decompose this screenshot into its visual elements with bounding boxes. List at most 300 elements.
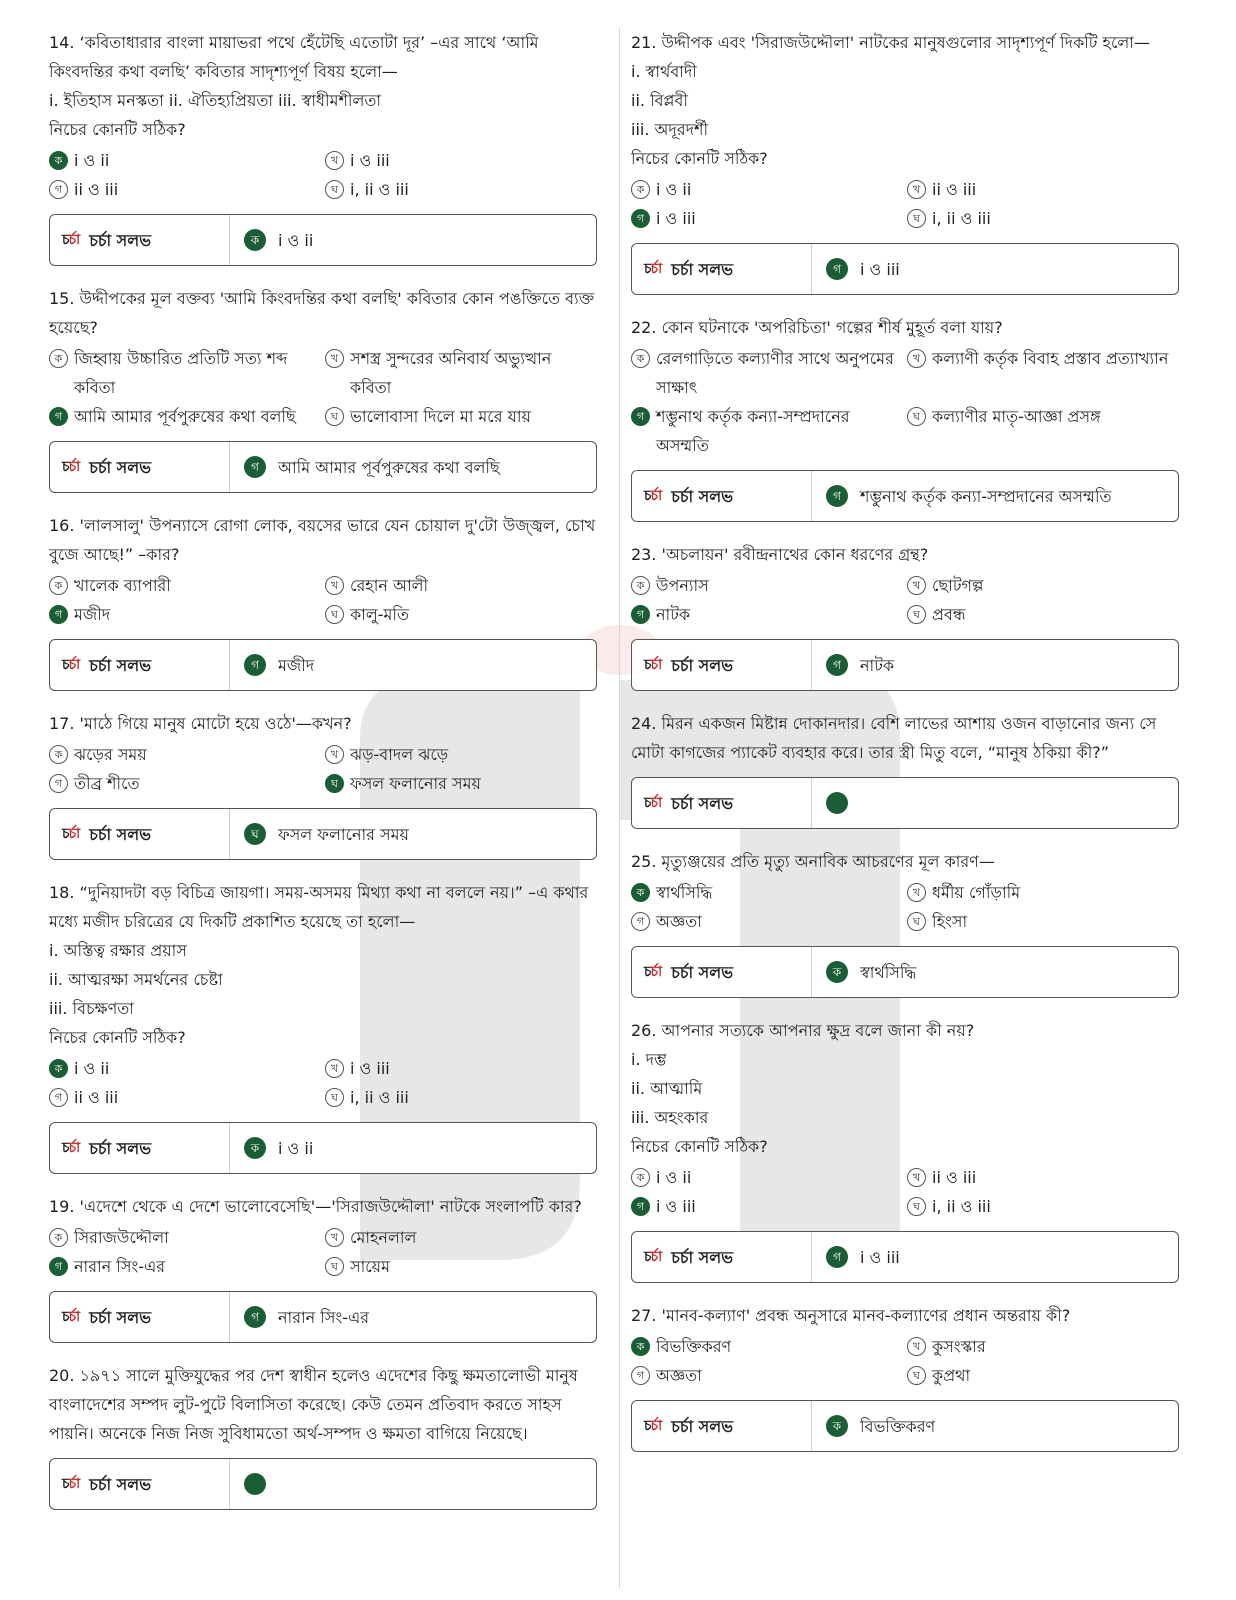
- option-item[interactable]: [631, 402, 907, 460]
- answer-value: [812, 482, 1112, 511]
- brand-logo-part: চ: [644, 260, 651, 277]
- option-item[interactable]: [907, 878, 1179, 907]
- statement-item: iii. অহংকার: [631, 1108, 709, 1127]
- answer-brand: [50, 1459, 230, 1509]
- answer-brand: [50, 1123, 230, 1173]
- question-text: [49, 284, 597, 342]
- question-prompt: নিচের কোনটি সঠিক?: [631, 1137, 768, 1156]
- option-text: ii ও iii: [74, 180, 119, 199]
- statement-item: ii. আত্মামি: [631, 1079, 703, 1098]
- brand-logo-part: চ: [62, 1308, 69, 1325]
- option-item[interactable]: [325, 146, 597, 175]
- option-text: কুপ্রথা: [932, 1366, 971, 1385]
- brand-logo-icon: [644, 1243, 661, 1272]
- answer-label: চর্চা সলভ: [671, 486, 734, 506]
- answer-label: চর্চা সলভ: [89, 230, 152, 250]
- question-block: [49, 1192, 597, 1343]
- option-marker-icon: খ: [325, 349, 344, 368]
- answer-brand: [632, 471, 812, 521]
- question-block: [49, 878, 597, 1174]
- answer-value: [812, 255, 900, 284]
- right-column: [631, 28, 1179, 1470]
- question-block: [631, 28, 1179, 295]
- option-item[interactable]: [49, 1054, 325, 1083]
- option-text: ভালোবাসা দিলে মা মরে যায়: [350, 407, 531, 426]
- option-text: ii ও iii: [74, 1088, 119, 1107]
- brand-logo-part: চ: [644, 1248, 651, 1265]
- question-text: [49, 511, 597, 569]
- question-body: আপনার সত্যকে আপনার ক্ষুদ্র বলে জানা কী নয়?: [661, 1021, 975, 1040]
- answer-value: [230, 1473, 278, 1495]
- answer-value: [230, 820, 409, 849]
- option-item[interactable]: [49, 1252, 325, 1281]
- answer-text: i ও ii: [278, 1138, 314, 1158]
- option-marker-icon: খ: [907, 349, 926, 368]
- answer-brand: [50, 442, 230, 492]
- answer-box: [631, 470, 1179, 522]
- option-marker-icon: গ: [49, 1088, 68, 1107]
- option-text: i ও iii: [350, 151, 390, 170]
- answer-marker-icon: গ: [244, 456, 266, 478]
- option-text: বিভক্তিকরণ: [656, 1337, 732, 1356]
- option-item[interactable]: [325, 600, 597, 629]
- option-marker-icon: ক: [49, 349, 68, 368]
- brand-logo-part: র্চা: [68, 231, 80, 248]
- option-marker-icon: ঘ: [907, 1197, 926, 1216]
- brand-logo-icon: [644, 255, 661, 284]
- option-item[interactable]: [907, 571, 1179, 600]
- answer-marker-icon: ক: [826, 961, 848, 983]
- answer-brand: [632, 640, 812, 690]
- option-list: [631, 175, 1179, 233]
- brand-logo-icon: [62, 1303, 79, 1332]
- brand-logo-icon: [62, 651, 79, 680]
- answer-text: বিভক্তিকরণ: [860, 1416, 936, 1436]
- option-marker-icon: গ: [49, 774, 68, 793]
- question-block: [49, 709, 597, 860]
- option-item[interactable]: [49, 600, 325, 629]
- answer-marker-icon: ক: [826, 1415, 848, 1437]
- answer-text: নারান সিং-এর: [278, 1307, 370, 1327]
- question-prompt: নিচের কোনটি সঠিক?: [49, 120, 186, 139]
- option-item[interactable]: [49, 146, 325, 175]
- answer-box: [631, 777, 1179, 829]
- answer-label: চর্চা সলভ: [89, 457, 152, 477]
- answer-brand: [50, 215, 230, 265]
- answer-marker-icon: গ: [826, 1246, 848, 1268]
- option-item[interactable]: [631, 600, 907, 629]
- option-text: ধর্মীয় গোঁড়ামি: [932, 883, 1021, 902]
- option-marker-icon: খ: [325, 1059, 344, 1078]
- statement-item: ii. বিপ্লবী: [631, 91, 688, 110]
- question-number: 14.: [49, 33, 75, 52]
- option-text: i ও iii: [656, 209, 696, 228]
- option-marker-icon: ঘ: [325, 1257, 344, 1276]
- option-text: i ও iii: [656, 1197, 696, 1216]
- answer-box: [49, 441, 597, 493]
- option-text: কল্যাণী কর্তৃক বিবাহ প্রস্তাব প্রত্যাখ্যান: [932, 349, 1169, 368]
- answer-marker-icon: ঘ: [244, 823, 266, 845]
- option-list: [631, 344, 1179, 460]
- question-text: [631, 847, 1179, 876]
- question-number: 21.: [631, 33, 657, 52]
- statement-item: i. স্বার্থবাদী: [631, 62, 697, 81]
- option-marker-icon: গ: [631, 407, 650, 426]
- option-item[interactable]: [631, 571, 907, 600]
- answer-box: [631, 639, 1179, 691]
- answer-label: চর্চা সলভ: [671, 1247, 734, 1267]
- answer-text: নাটক: [860, 655, 895, 675]
- question-block: [49, 28, 597, 266]
- answer-box: [631, 1231, 1179, 1283]
- option-item[interactable]: [907, 1332, 1179, 1361]
- answer-value: [230, 1134, 313, 1163]
- brand-logo-part: র্চা: [68, 825, 80, 842]
- brand-logo-part: র্চা: [650, 260, 662, 277]
- answer-marker-icon: গ: [826, 258, 848, 280]
- answer-value: [230, 651, 314, 680]
- option-item[interactable]: [325, 344, 597, 402]
- brand-logo-icon: [644, 1412, 661, 1441]
- option-list: [49, 1054, 597, 1112]
- option-list: [49, 740, 597, 798]
- brand-logo-part: চ: [62, 825, 69, 842]
- brand-logo-icon: [644, 651, 661, 680]
- option-text: ii ও iii: [932, 180, 977, 199]
- option-item[interactable]: [325, 1223, 597, 1252]
- option-item[interactable]: [49, 1223, 325, 1252]
- option-text: স্বার্থসিদ্ধি: [656, 883, 713, 902]
- option-marker-icon: ঘ: [325, 605, 344, 624]
- option-item[interactable]: [907, 204, 1179, 233]
- option-marker-icon: খ: [907, 883, 926, 902]
- question-text: [631, 313, 1179, 342]
- answer-value: [812, 792, 860, 814]
- brand-logo-part: র্চা: [650, 1417, 662, 1434]
- brand-logo-part: র্চা: [650, 963, 662, 980]
- question-body: 'অচলায়ন' রবীন্দ্রনাথের কোন ধরণের গ্রন্থ?: [661, 545, 929, 564]
- option-text: আমি আমার পূর্বপুরুষের কথা বলছি: [74, 407, 296, 426]
- question-text: [49, 878, 597, 936]
- option-item[interactable]: [631, 344, 907, 402]
- answer-value: [812, 651, 894, 680]
- answer-text: আমি আমার পূর্বপুরুষের কথা বলছি: [278, 457, 500, 477]
- option-marker-icon: খ: [907, 180, 926, 199]
- column-divider: [619, 28, 620, 1588]
- answer-marker-icon: গ: [244, 1306, 266, 1328]
- answer-label: চর্চা সলভ: [671, 1416, 734, 1436]
- option-item[interactable]: [631, 907, 907, 936]
- question-body: “দুনিয়াদটা বড় বিচিত্র জায়গা। সময়-অসময় মিথ্যা কথা না বললে নয়।” –এ কথার মধ্যে মজীদ চরিত্রের যে দিকটি প্রকাশিত হয়েছে তা হলো—: [49, 883, 589, 931]
- option-marker-icon: গ: [631, 1197, 650, 1216]
- option-item[interactable]: [325, 1252, 597, 1281]
- question-number: 23.: [631, 545, 657, 564]
- answer-value: [812, 1243, 900, 1272]
- question-block: [631, 1301, 1179, 1452]
- brand-logo-part: চ: [62, 458, 69, 475]
- answer-text: শম্ভুনাথ কর্তৃক কন্যা-সম্প্রদানের অসম্মতি: [860, 486, 1112, 506]
- option-item[interactable]: [631, 204, 907, 233]
- brand-logo-icon: [644, 482, 661, 511]
- option-item[interactable]: [907, 344, 1179, 402]
- option-text: সশস্ত্র সুন্দরের অনিবার্য অভ্যুত্থান কবিতা: [350, 349, 552, 397]
- brand-logo-icon: [644, 958, 661, 987]
- option-text: রেহান আলী: [350, 576, 429, 595]
- option-marker-icon: খ: [907, 576, 926, 595]
- option-text: i, ii ও iii: [932, 209, 991, 228]
- option-item[interactable]: [631, 1332, 907, 1361]
- option-marker-icon: গ: [49, 1257, 68, 1276]
- option-item[interactable]: [631, 878, 907, 907]
- option-marker-icon: ক: [49, 1059, 68, 1078]
- brand-logo-part: র্চা: [68, 458, 80, 475]
- answer-value: [812, 1412, 935, 1441]
- option-text: মজীদ: [74, 605, 111, 624]
- answer-marker-icon: ক: [244, 1137, 266, 1159]
- option-item[interactable]: [907, 175, 1179, 204]
- option-marker-icon: গ: [49, 407, 68, 426]
- option-text: তীব্র শীতে: [74, 774, 140, 793]
- question-block: [631, 847, 1179, 998]
- option-item[interactable]: [325, 1054, 597, 1083]
- question-block: [631, 1016, 1179, 1283]
- answer-brand: [632, 244, 812, 294]
- option-text: i ও ii: [656, 180, 692, 199]
- option-marker-icon: গ: [631, 912, 650, 931]
- option-item[interactable]: [49, 344, 325, 402]
- answer-marker-icon: গ: [826, 485, 848, 507]
- answer-brand: [50, 640, 230, 690]
- answer-box: [631, 946, 1179, 998]
- option-marker-icon: ঘ: [325, 180, 344, 199]
- option-text: রেলগাড়িতে কল্যাণীর সাথে অনুপমের সাক্ষাৎ: [656, 349, 894, 397]
- question-number: 15.: [49, 289, 75, 308]
- question-block: [49, 511, 597, 691]
- question-text: [631, 540, 1179, 569]
- answer-box: [49, 639, 597, 691]
- option-item[interactable]: [907, 1361, 1179, 1390]
- option-text: কল্যাণীর মাতৃ-আজ্ঞা প্রসঙ্গ: [932, 407, 1101, 426]
- option-item[interactable]: [631, 1361, 907, 1390]
- brand-logo-part: চ: [62, 1139, 69, 1156]
- question-number: 17.: [49, 714, 75, 733]
- brand-logo-part: চ: [62, 656, 69, 673]
- option-marker-icon: খ: [325, 1228, 344, 1247]
- answer-label: চর্চা সলভ: [89, 1138, 152, 1158]
- option-marker-icon: খ: [907, 1337, 926, 1356]
- option-item[interactable]: [49, 402, 325, 431]
- question-number: 26.: [631, 1021, 657, 1040]
- question-number: 16.: [49, 516, 75, 535]
- option-item[interactable]: [325, 571, 597, 600]
- option-text: i, ii ও iii: [350, 180, 409, 199]
- option-item[interactable]: [325, 1083, 597, 1112]
- option-list: [631, 1163, 1179, 1221]
- question-block: [631, 540, 1179, 691]
- option-marker-icon: ক: [49, 576, 68, 595]
- statement-item: iii. অদূরদর্শী: [631, 120, 709, 139]
- answer-brand: [632, 1401, 812, 1451]
- answer-marker-icon: গ: [826, 654, 848, 676]
- answer-label: চর্চা সলভ: [89, 655, 152, 675]
- option-marker-icon: ঘ: [907, 209, 926, 228]
- option-text: ছোটগল্প: [932, 576, 984, 595]
- option-marker-icon: গ: [631, 605, 650, 624]
- option-marker-icon: ক: [631, 576, 650, 595]
- answer-label: চর্চা সলভ: [671, 793, 734, 813]
- question-body: 'মানব-কল্যাণ' প্রবন্ধ অনুসারে মানব-কল্যাণের প্রধান অন্তরায় কী?: [661, 1306, 1071, 1325]
- answer-marker-icon: গ: [244, 654, 266, 676]
- option-item[interactable]: [631, 1163, 907, 1192]
- question-number: 18.: [49, 883, 75, 902]
- option-item[interactable]: [325, 769, 597, 798]
- option-marker-icon: গ: [631, 1366, 650, 1385]
- option-text: i ও ii: [656, 1168, 692, 1187]
- answer-box: [49, 1122, 597, 1174]
- option-list: [631, 571, 1179, 629]
- answer-brand: [50, 809, 230, 859]
- option-marker-icon: ক: [49, 151, 68, 170]
- statement-item: iii. বিচক্ষণতা: [49, 999, 134, 1018]
- answer-marker-icon: ক: [244, 229, 266, 251]
- option-text: মোহনলাল: [350, 1228, 417, 1247]
- answer-box: [49, 214, 597, 266]
- option-marker-icon: ঘ: [325, 1088, 344, 1107]
- option-item[interactable]: [907, 402, 1179, 460]
- answer-label: চর্চা সলভ: [89, 824, 152, 844]
- option-text: নারান সিং-এর: [74, 1257, 166, 1276]
- question-body: 'মাঠে গিয়ে মানুষ মোটো হয়ে ওঠে'—কখন?: [79, 714, 352, 733]
- option-item[interactable]: [907, 1163, 1179, 1192]
- answer-box: [49, 1291, 597, 1343]
- brand-logo-part: র্চা: [650, 656, 662, 673]
- answer-box: [631, 1400, 1179, 1452]
- option-text: নাটক: [656, 605, 691, 624]
- question-body: 'এদেশে থেকে এ দেশে ভালোবেসেছি'—'সিরাজউদ্দৌলা' নাটকে সংলাপটি কার?: [79, 1197, 582, 1216]
- option-list: [49, 146, 597, 204]
- question-block: [49, 1361, 597, 1510]
- brand-logo-icon: [62, 820, 79, 849]
- option-item[interactable]: [49, 571, 325, 600]
- option-item[interactable]: [631, 1192, 907, 1221]
- brand-logo-part: র্চা: [68, 1139, 80, 1156]
- answer-value: [230, 453, 500, 482]
- option-text: উপন্যাস: [656, 576, 709, 595]
- option-text: i, ii ও iii: [932, 1197, 991, 1216]
- option-text: শম্ভুনাথ কর্তৃক কন্যা-সম্প্রদানের অসম্মতি: [656, 407, 850, 455]
- option-text: ফসল ফলানোর সময়: [350, 774, 481, 793]
- option-item[interactable]: [49, 1083, 325, 1112]
- answer-label: চর্চা সলভ: [671, 962, 734, 982]
- statement-item: ii. আত্মরক্ষা সমর্থনের চেষ্টা: [49, 970, 223, 989]
- answer-label: চর্চা সলভ: [671, 655, 734, 675]
- question-text: [49, 1192, 597, 1221]
- brand-logo-part: চ: [644, 963, 651, 980]
- answer-text: i ও iii: [860, 1247, 900, 1267]
- option-marker-icon: খ: [907, 1168, 926, 1187]
- option-marker-icon: ঘ: [325, 774, 344, 793]
- question-body: মিরন একজন মিষ্টান্ন দোকানদার। বেশি লাভের আশায় ওজন বাড়ানোর জন্য সে মোটা কাগজের প্যাকেট ব্যবহার করে। তার স্ত্রী মিতু বলে, “মানুষ ঠকিয়া কী?”: [631, 714, 1157, 762]
- answer-brand: [632, 778, 812, 828]
- question-body: উদ্দীপক এবং 'সিরাজউদ্দৌলা' নাটকের মানুষগুলোর সাদৃশ্যপূর্ণ দিকটি হলো—: [661, 33, 1150, 52]
- question-body: উদ্দীপকের মূল বক্তব্য 'আমি কিংবদন্তির কথা বলছি' কবিতার কোন পঙক্তিতে ব্যক্ত হয়েছে?: [49, 289, 595, 337]
- question-body: মৃত্যুঞ্জয়ের প্রতি মৃত্যু অনাবিক আচরণের মূল কারণ—: [661, 852, 995, 871]
- option-item[interactable]: [631, 175, 907, 204]
- option-marker-icon: ক: [631, 1337, 650, 1356]
- option-marker-icon: ক: [631, 349, 650, 368]
- question-text: [631, 1301, 1179, 1330]
- option-marker-icon: খ: [325, 576, 344, 595]
- option-list: [49, 344, 597, 431]
- option-marker-icon: ঘ: [907, 605, 926, 624]
- option-marker-icon: ঘ: [325, 407, 344, 426]
- option-marker-icon: ক: [631, 1168, 650, 1187]
- answer-box: [631, 243, 1179, 295]
- option-list: [49, 1223, 597, 1281]
- option-item[interactable]: [325, 740, 597, 769]
- brand-logo-icon: [62, 1134, 79, 1163]
- option-item[interactable]: [325, 402, 597, 431]
- brand-logo-part: চ: [644, 1417, 651, 1434]
- option-marker-icon: গ: [631, 209, 650, 228]
- question-body: ‘কবিতাধারার বাংলা মায়াভরা পথে হেঁটেছি এতোটা দূর’ –এর সাথে ‘আমি কিংবদন্তির কথা বলছি’ কবিতার সাদৃশ্যপূর্ণ বিষয় হলো—: [49, 33, 539, 81]
- brand-logo-icon: [62, 226, 79, 255]
- option-item[interactable]: [907, 600, 1179, 629]
- answer-value: [812, 958, 916, 987]
- answer-brand: [632, 947, 812, 997]
- option-marker-icon: খ: [325, 745, 344, 764]
- option-text: কুসংস্কার: [932, 1337, 986, 1356]
- question-prompt: নিচের কোনটি সঠিক?: [631, 149, 768, 168]
- option-marker-icon: গ: [49, 605, 68, 624]
- answer-box: [49, 1458, 597, 1510]
- option-text: জিহ্বায় উচ্চারিত প্রতিটি সত্য শব্দ কবিতা: [74, 349, 288, 397]
- option-text: i ও ii: [74, 1059, 110, 1078]
- option-text: ঝড়-বাদল ঝড়ে: [350, 745, 449, 764]
- option-item[interactable]: [907, 907, 1179, 936]
- brand-logo-part: চ: [644, 656, 651, 673]
- option-item[interactable]: [49, 740, 325, 769]
- brand-logo-part: চ: [644, 794, 651, 811]
- option-marker-icon: ক: [631, 883, 650, 902]
- answer-label: চর্চা সলভ: [89, 1474, 152, 1494]
- brand-logo-part: র্চা: [68, 1475, 80, 1492]
- option-item[interactable]: [325, 175, 597, 204]
- question-number: 22.: [631, 318, 657, 337]
- answer-text: স্বার্থসিদ্ধি: [860, 962, 917, 982]
- option-item[interactable]: [49, 769, 325, 798]
- option-text: অজ্ঞতা: [656, 1366, 702, 1385]
- option-marker-icon: খ: [325, 151, 344, 170]
- option-marker-icon: ক: [49, 745, 68, 764]
- answer-marker-icon: [244, 1473, 266, 1495]
- question-number: 24.: [631, 714, 657, 733]
- question-text: [49, 1361, 597, 1448]
- brand-logo-icon: [62, 453, 79, 482]
- option-text: সায়েম: [350, 1257, 390, 1276]
- option-item[interactable]: [907, 1192, 1179, 1221]
- option-text: ঝড়ের সময়: [74, 745, 147, 764]
- question-text: [49, 28, 597, 86]
- option-marker-icon: গ: [49, 180, 68, 199]
- question-prompt: নিচের কোনটি সঠিক?: [49, 1028, 186, 1047]
- answer-value: [230, 1303, 369, 1332]
- answer-box: [49, 808, 597, 860]
- question-block: [631, 313, 1179, 522]
- statement-item: i. ইতিহাস মনস্কতা ii. ঐতিহ্যপ্রিয়তা iii. স্বাধীমশীলতা: [49, 91, 382, 110]
- option-item[interactable]: [49, 175, 325, 204]
- option-text: ii ও iii: [932, 1168, 977, 1187]
